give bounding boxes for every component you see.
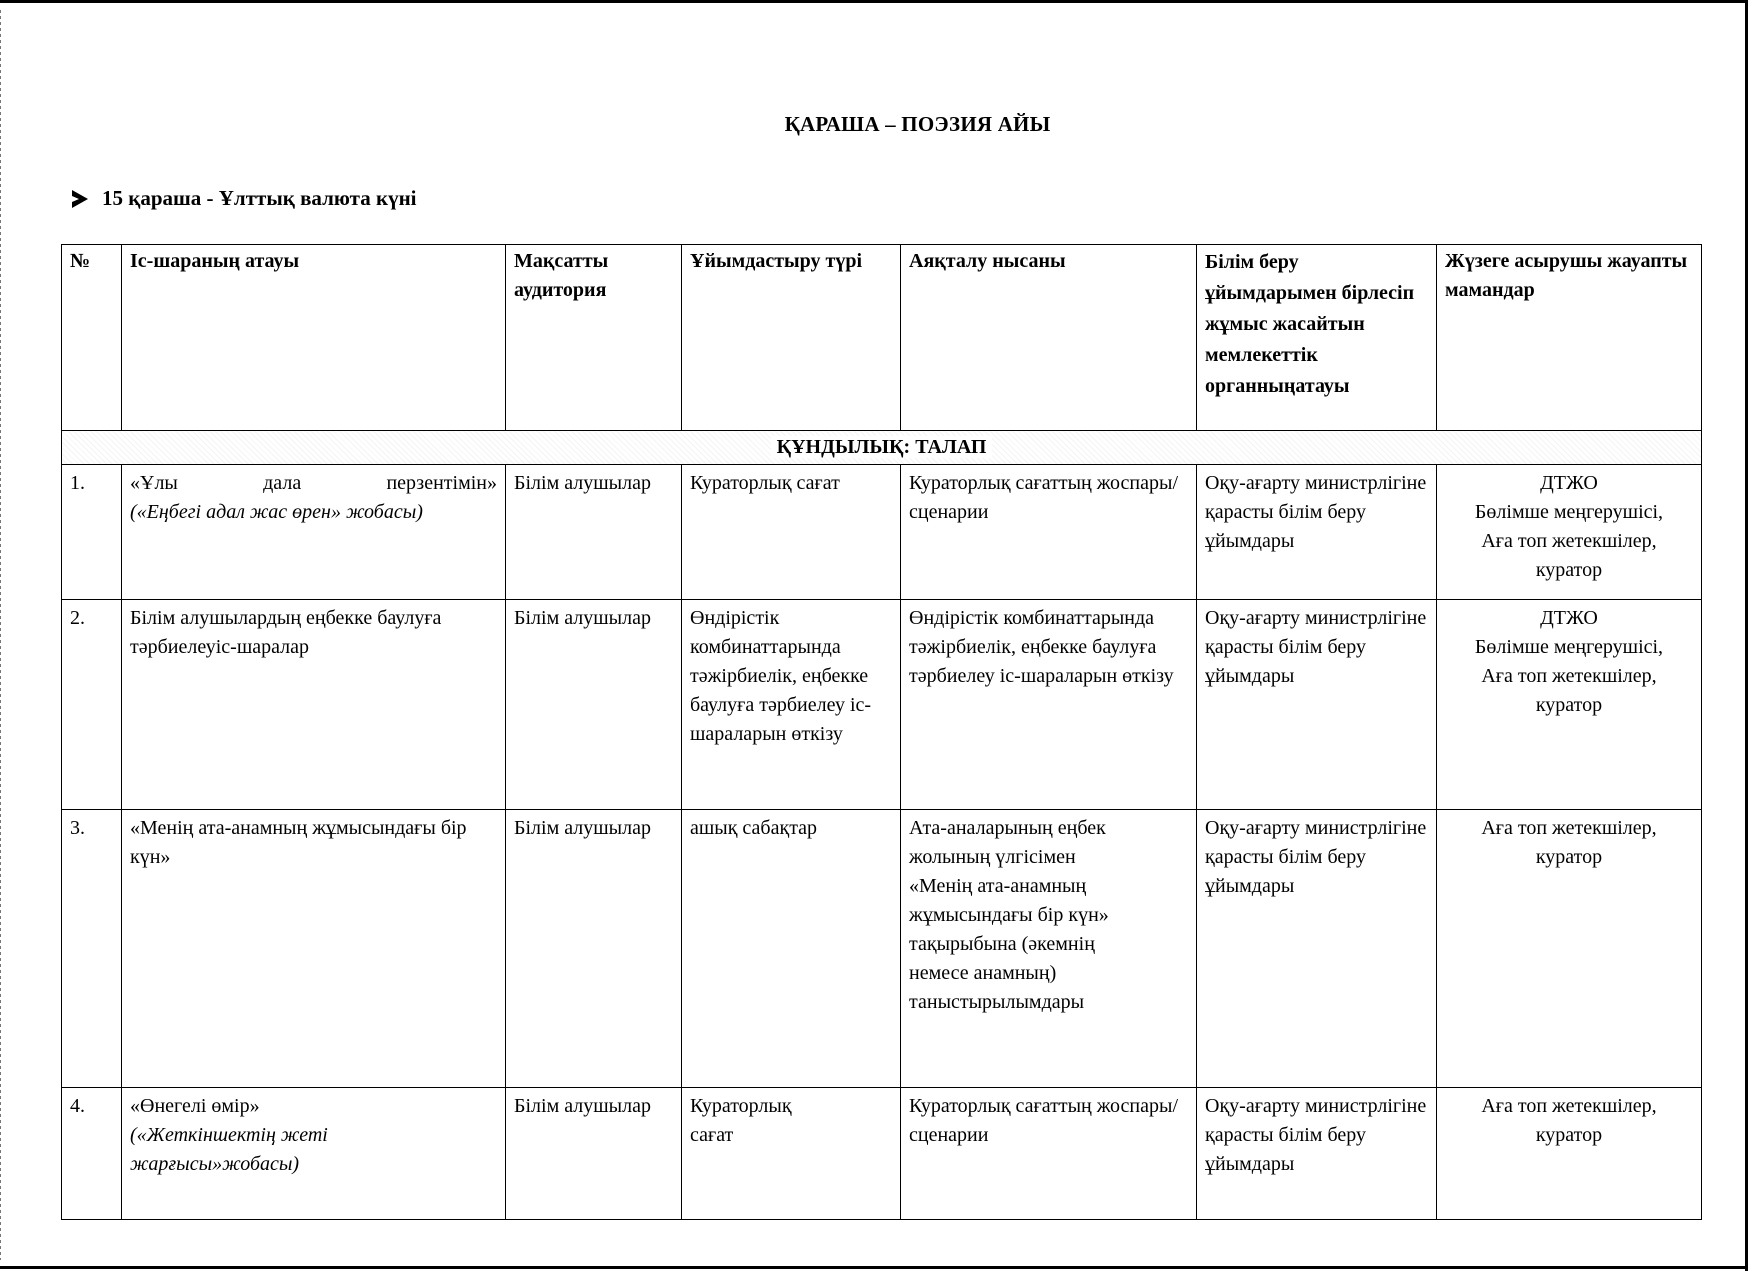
- row-number: 3.: [62, 810, 122, 1088]
- arrow-bullet-icon: [72, 190, 88, 208]
- organization-type-cell: Кураторлық сағат: [682, 1088, 901, 1220]
- value-section-label: ҚҰНДЫЛЫҚ: ТАЛАП: [771, 436, 993, 458]
- event-plan-table: [61, 244, 1702, 1220]
- table-row: [62, 1088, 1702, 1220]
- event-name: «Ұлы дала перзентімін»: [130, 472, 497, 494]
- state-body-cell: Оқу-ағарту министрлігіне қарасты білім беру ұйымдары: [1197, 1088, 1437, 1220]
- row-number: 4.: [62, 1088, 122, 1220]
- responsible-line: Бөлімше меңгерушісі,: [1474, 501, 1664, 523]
- event-name-cell: [122, 810, 506, 1088]
- row-number: 1.: [62, 465, 122, 600]
- responsible-line: ДТЖО: [1540, 607, 1598, 629]
- audience-cell: Білім алушылар: [506, 1088, 682, 1220]
- organization-type-cell: ашық сабақтар: [682, 810, 901, 1088]
- header-completion-form: Аяқталу нысаны: [901, 245, 1197, 431]
- audience-cell: Білім алушылар: [506, 600, 682, 810]
- completion-form-cell: Ата-аналарының еңбек жолының үлгісімен «Менің ата-анамның жұмысындағы бір күн» тақырыбына (әкемнің немесе анамның) таныстырылымдары: [901, 810, 1197, 1088]
- table-header-row: [62, 245, 1702, 431]
- header-no: №: [62, 245, 122, 431]
- responsible-cell: [1437, 465, 1702, 600]
- table-row: [62, 600, 1702, 810]
- responsible-cell: [1437, 1088, 1702, 1220]
- responsible-line: Аға топ жетекшілер,: [1481, 530, 1657, 552]
- event-name-cell: [122, 600, 506, 810]
- audience-cell: Білім алушылар: [506, 810, 682, 1088]
- document-title: ҚАРАША – ПОЭЗИЯ АЙЫ: [784, 112, 1051, 136]
- header-responsible: Жүзеге асырушы жауапты мамандар: [1437, 245, 1702, 431]
- responsible-line: ДТЖО: [1540, 472, 1598, 494]
- page-frame-right: [1745, 0, 1748, 1271]
- table-row: [62, 810, 1702, 1088]
- responsible-cell: [1437, 810, 1702, 1088]
- header-organization-type: Ұйымдастыру түрі: [682, 245, 901, 431]
- state-body-cell: Оқу-ағарту министрлігіне қарасты білім беру ұйымдары: [1197, 600, 1437, 810]
- completion-form-cell: Кураторлық сағаттың жоспары/сценарии: [901, 465, 1197, 600]
- page-frame-left: [0, 10, 1, 1260]
- event-heading: [72, 186, 417, 211]
- row-number: 2.: [62, 600, 122, 810]
- header-audience: Мақсатты аудитория: [506, 245, 682, 431]
- value-section-row: [62, 431, 1702, 465]
- header-state-body: Білім беру ұйымдарымен бірлесіп жұмыс жасайтын мемлекеттік органныңатауы: [1197, 245, 1437, 431]
- event-project: («Жеткіншектің жеті жарғысы»жобасы): [130, 1124, 328, 1175]
- event-name-cell: [122, 1088, 506, 1220]
- page-frame-bottom: [0, 1266, 1748, 1269]
- organization-type-cell: Өндірістік комбинаттарында тәжірбиелік, еңбекке баулуға тәрбиелеу іс-шараларын өткізу: [682, 600, 901, 810]
- event-name-cell: [122, 465, 506, 600]
- responsible-line: куратор: [1535, 694, 1603, 716]
- table-row: [62, 465, 1702, 600]
- value-section-cell: [62, 431, 1702, 465]
- audience-cell: Білім алушылар: [506, 465, 682, 600]
- responsible-line: Аға топ жетекшілер,: [1481, 665, 1657, 687]
- responsible-line: куратор: [1535, 559, 1603, 581]
- event-heading-text: 15 қараша - Ұлттық валюта күні: [102, 186, 417, 210]
- responsible-line: Аға топ жетекшілер,: [1481, 817, 1657, 839]
- page-frame-top: [0, 0, 1745, 3]
- event-name: Білім алушылардың еңбекке баулуға тәрбиелеуіс-шаралар: [130, 607, 442, 658]
- organization-type-cell: Кураторлық сағат: [682, 465, 901, 600]
- state-body-cell: Оқу-ағарту министрлігіне қарасты білім беру ұйымдары: [1197, 810, 1437, 1088]
- responsible-line: куратор: [1535, 846, 1603, 868]
- responsible-cell: [1437, 600, 1702, 810]
- header-event-name: Іс-шараның атауы: [122, 245, 506, 431]
- responsible-line: куратор: [1535, 1124, 1603, 1146]
- completion-form-cell: Кураторлық сағаттың жоспары/сценарии: [901, 1088, 1197, 1220]
- completion-form-cell: Өндірістік комбинаттарында тәжірбиелік, еңбекке баулуға тәрбиелеу іс-шараларын өткізу: [901, 600, 1197, 810]
- state-body-cell: Оқу-ағарту министрлігіне қарасты білім беру ұйымдары: [1197, 465, 1437, 600]
- event-project: («Еңбегі адал жас өрен» жобасы): [130, 501, 423, 523]
- event-name: «Менің ата-анамның жұмысындағы бір күн»: [130, 817, 467, 868]
- responsible-line: Аға топ жетекшілер,: [1481, 1095, 1657, 1117]
- responsible-line: Бөлімше меңгерушісі,: [1474, 636, 1664, 658]
- event-name: «Өнегелі өмір»: [130, 1095, 260, 1117]
